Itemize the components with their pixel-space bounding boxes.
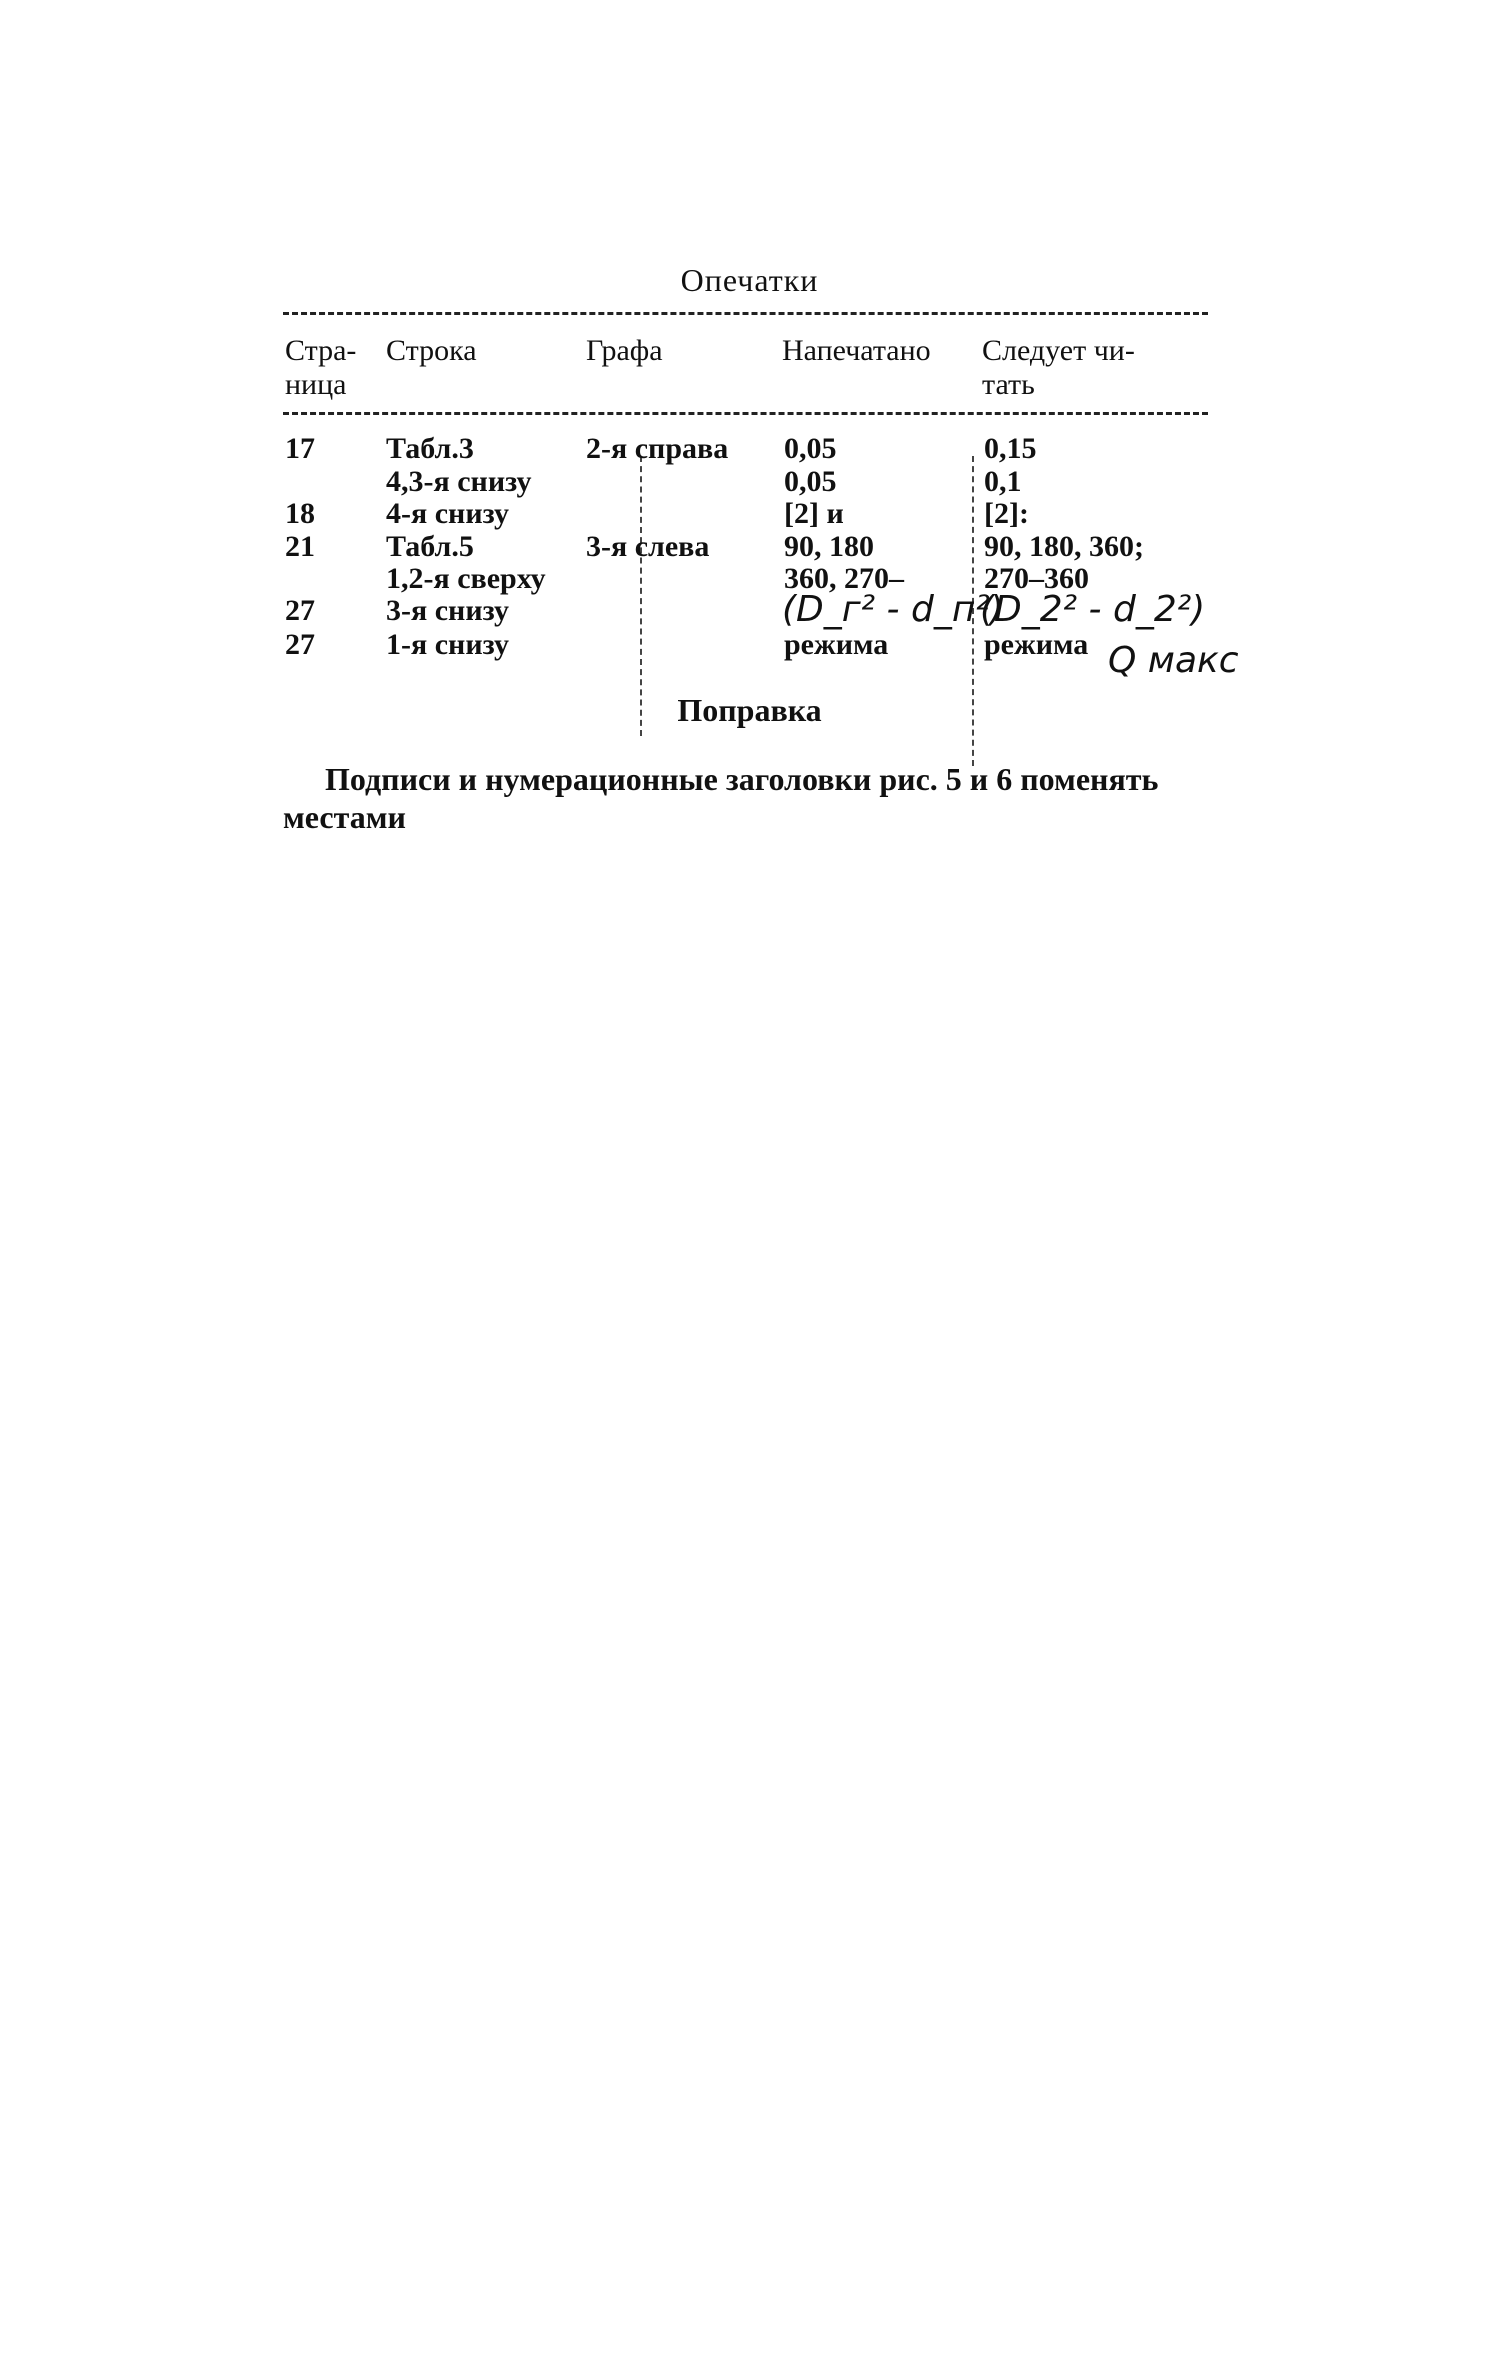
cell-should-read: 270–360 bbox=[984, 562, 1089, 595]
cell-page: 27 bbox=[285, 628, 315, 661]
table-header-rule bbox=[283, 412, 1208, 415]
cell-line: Табл.3 bbox=[386, 432, 474, 465]
cell-should-read: 0,15 bbox=[984, 432, 1037, 465]
cell-printed: 90, 180 bbox=[784, 530, 874, 563]
cell-should-read: 0,1 bbox=[984, 465, 1022, 498]
handwritten-q-max: Q макс bbox=[1108, 640, 1239, 681]
cell-should-read: режима bbox=[984, 628, 1089, 661]
header-page-1: Стра- bbox=[285, 334, 357, 367]
cell-should-read-formula: (D_2² - d_2²) bbox=[980, 589, 1206, 630]
cell-page: 18 bbox=[285, 497, 315, 530]
cell-column: 2-я справа bbox=[586, 432, 729, 465]
cell-line: 4-я снизу bbox=[386, 497, 510, 530]
cell-page: 27 bbox=[285, 594, 315, 627]
cell-line: 3-я снизу bbox=[386, 594, 510, 627]
cell-line: 1-я снизу bbox=[386, 628, 510, 661]
cell-should-read: [2]: bbox=[984, 497, 1029, 530]
header-should-read-1: Следует чи- bbox=[982, 334, 1135, 367]
cell-printed: 0,05 bbox=[784, 465, 837, 498]
cell-page: 21 bbox=[285, 530, 315, 563]
section-title: Поправка bbox=[677, 692, 822, 728]
header-column: Графа bbox=[586, 334, 663, 367]
cell-line: Табл.5 bbox=[386, 530, 474, 563]
cell-printed: режима bbox=[784, 628, 889, 661]
page-title: Опечатки bbox=[680, 262, 819, 298]
cell-column: 3-я слева bbox=[586, 530, 710, 563]
cell-should-read: 90, 180, 360; bbox=[984, 530, 1144, 563]
cell-page: 17 bbox=[285, 432, 315, 465]
cell-line: 1,2-я сверху bbox=[386, 562, 546, 595]
cell-printed: 0,05 bbox=[784, 432, 837, 465]
header-line: Строка bbox=[386, 334, 477, 367]
cell-printed: [2] и bbox=[784, 497, 844, 530]
cell-line: 4,3-я снизу bbox=[386, 465, 532, 498]
cell-printed: 360, 270– bbox=[784, 562, 904, 595]
cell-printed-formula: (D_г² - d_п²) bbox=[782, 589, 1004, 630]
header-page-2: ница bbox=[285, 368, 347, 401]
header-should-read-2: тать bbox=[982, 368, 1035, 401]
table-top-rule bbox=[283, 312, 1208, 315]
correction-note: Подписи и нумерационные заголовки рис. 5 и 6 поменять местами bbox=[283, 761, 1159, 835]
header-printed: Напечатано bbox=[782, 334, 931, 367]
